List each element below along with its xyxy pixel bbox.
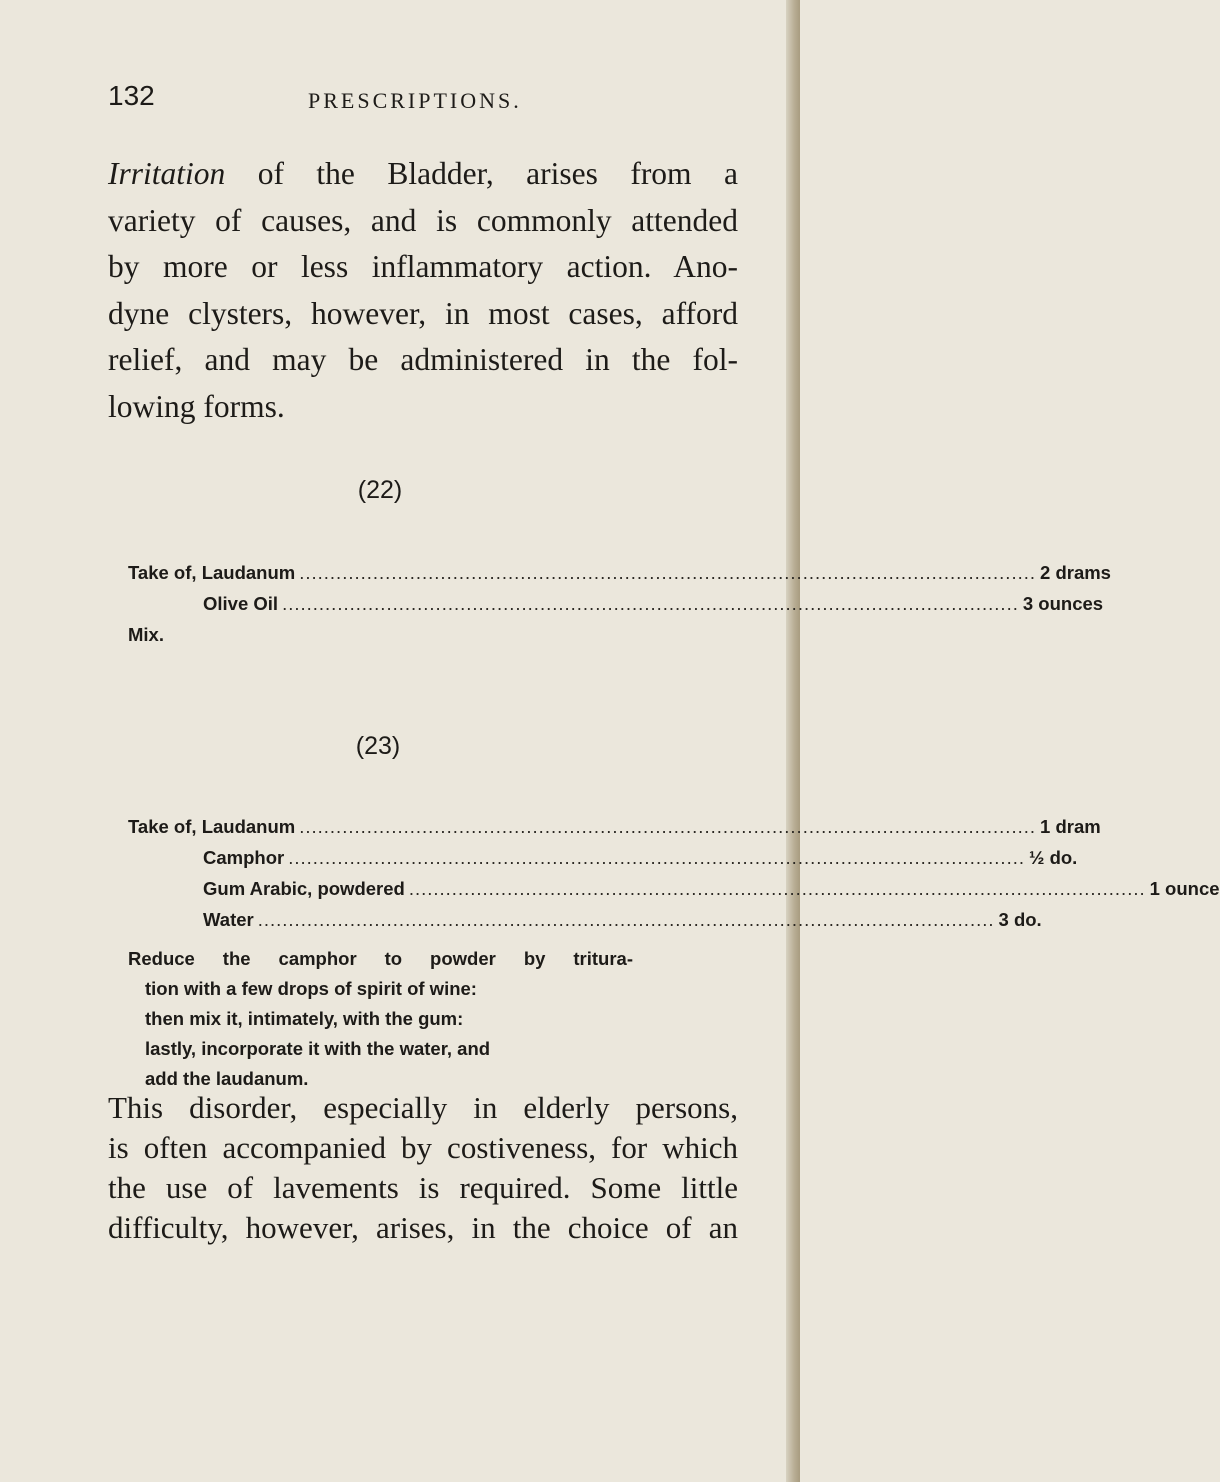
prescription-number-23: (23) [355, 732, 401, 760]
page-edge [786, 0, 800, 1482]
ingredient-row [128, 909, 1042, 940]
ingredient-name: Water [203, 909, 254, 930]
ingredient-quantity: 1 ounce [1149, 878, 1220, 899]
ingredient-name: Olive Oil [203, 593, 279, 614]
take-of-label: Take of, [128, 562, 202, 583]
mix-label: Mix. [128, 624, 164, 645]
paragraph-line: by more or less inflammatory action. Ano- [108, 249, 738, 284]
paragraph-line: dyne clysters, however, in most cases, afford [108, 295, 738, 331]
instruction-line: then mix it, intimately, with the gum: [145, 1008, 464, 1029]
leader-dots: ........................................................................................................................ [257, 909, 995, 930]
ingredient-row [128, 562, 1111, 593]
ingredient-quantity: 2 drams [1040, 562, 1111, 583]
take-of-label: Take of, [128, 816, 202, 837]
ingredient-quantity: ½ do. [1029, 847, 1078, 868]
leader-dots: ........................................................................................................................ [299, 816, 1037, 837]
leader-dots: ........................................................................................................................ [299, 562, 1037, 583]
prescription-22 [128, 562, 1111, 656]
emphasized-term: Irritation [108, 156, 226, 191]
ingredient-row [128, 878, 1220, 909]
paragraph-line: Irritation of the Bladder, arises from a [108, 156, 738, 191]
ingredient-row [128, 816, 1101, 847]
prescription-number-22: (22) [357, 476, 403, 504]
preparation-instructions [128, 944, 718, 1094]
leader-dots: ........................................................................................................................ [288, 847, 1025, 868]
ingredient-name: Laudanum [201, 562, 296, 583]
instruction-line: tion with a few drops of spirit of wine: [145, 978, 477, 999]
instruction-line: Reduce the camphor to powder by tritura- [128, 948, 633, 969]
ingredient-quantity: 3 ounces [1022, 593, 1104, 614]
paragraph-line: relief, and may be administered in the fol- [108, 342, 738, 377]
paragraph-line: the use of lavements is required. Some little [108, 1170, 738, 1205]
paragraph-line: difficulty, however, arises, in the choice of an [108, 1210, 738, 1245]
instruction-line: add the laudanum. [145, 1068, 309, 1089]
ingredient-row [128, 847, 1078, 878]
ingredient-name: Camphor [203, 847, 285, 868]
paragraph-line: This disorder, especially in elderly persons, [108, 1090, 738, 1125]
ingredient-quantity: 3 do. [998, 909, 1042, 930]
page-number: 132 [108, 80, 155, 111]
intro-paragraph [108, 151, 738, 430]
mix-instruction [128, 624, 718, 656]
ingredient-name: Gum Arabic, powdered [203, 878, 405, 899]
paragraph-line: variety of causes, and is commonly attended [108, 202, 738, 238]
paragraph-line: is often accompanied by costiveness, for which [108, 1130, 738, 1165]
prescription-23 [128, 816, 1220, 1094]
ingredient-quantity: 1 dram [1040, 816, 1101, 837]
ingredient-name: Laudanum [201, 816, 296, 837]
running-head [108, 80, 748, 120]
leader-dots: ........................................................................................................................ [282, 593, 1019, 614]
ingredient-row [128, 593, 1104, 624]
paragraph-line: lowing forms. [108, 388, 285, 424]
instruction-line: lastly, incorporate it with the water, and [145, 1038, 491, 1059]
closing-paragraph [108, 1088, 738, 1248]
leader-dots: ........................................................................................................................ [408, 878, 1146, 899]
running-title: PRESCRIPTIONS. [308, 88, 522, 113]
